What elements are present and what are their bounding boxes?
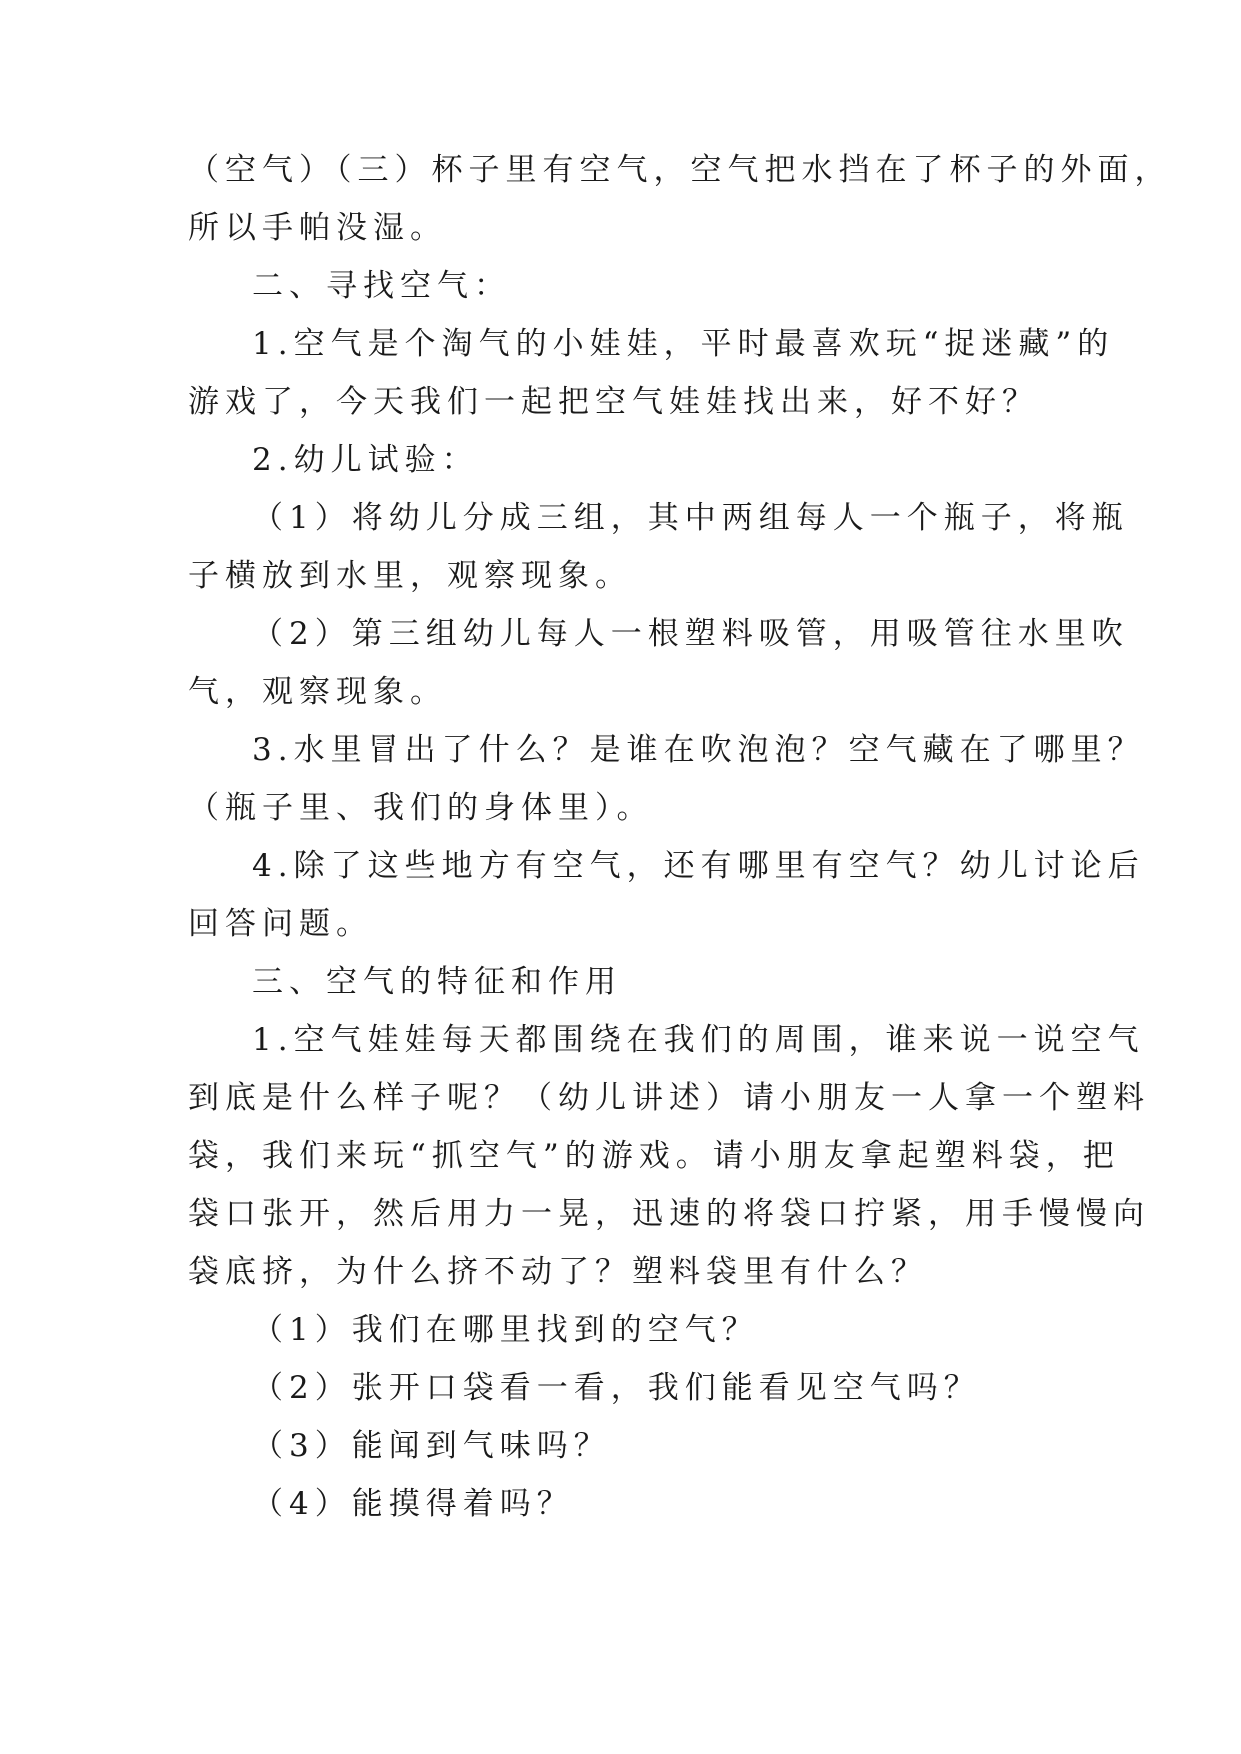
text-line: 袋口张开，然后用力一晃，迅速的将袋口拧紧，用手慢慢向 (188, 1196, 1150, 1232)
text-line: （1）将幼儿分成三组，其中两组每人一个瓶子，将瓶 (252, 500, 1129, 536)
section-heading: 三、空气的特征和作用 (252, 964, 622, 1000)
text-line: （2）张开口袋看一看，我们能看见空气吗？ (252, 1370, 981, 1406)
text-line: 1.空气娃娃每天都围绕在我们的周围，谁来说一说空气 (252, 1022, 1145, 1058)
text-line: （3）能闻到气味吗？ (252, 1428, 611, 1464)
text-line: 4.除了这些地方有空气，还有哪里有空气？幼儿讨论后 (252, 848, 1145, 884)
text-line: 回答问题。 (188, 906, 373, 942)
text-line: 2.幼儿试验： (252, 442, 479, 478)
text-line: 所以手帕没湿。 (188, 210, 447, 246)
text-line: （1）我们在哪里找到的空气？ (252, 1312, 759, 1348)
section-heading: 二、寻找空气： (252, 268, 511, 304)
text-line: 游戏了，今天我们一起把空气娃娃找出来，好不好？ (188, 384, 1039, 420)
text-line: （2）第三组幼儿每人一根塑料吸管，用吸管往水里吹 (252, 616, 1129, 652)
text-line: 1.空气是个淘气的小娃娃，平时最喜欢玩“捉迷藏”的 (252, 326, 1115, 362)
text-line: 3.水里冒出了什么？是谁在吹泡泡？空气藏在了哪里？ (252, 732, 1145, 768)
text-line: 气，观察现象。 (188, 674, 447, 710)
text-line: 到底是什么样子呢？（幼儿讲述）请小朋友一人拿一个塑料 (188, 1080, 1150, 1116)
text-line: （瓶子里、我们的身体里）。 (188, 790, 654, 826)
text-line: （空气）（三）杯子里有空气，空气把水挡在了杯子的外面， (188, 152, 1172, 188)
text-line: 子横放到水里，观察现象。 (188, 558, 632, 594)
text-line: 袋，我们来玩“抓空气”的游戏。请小朋友拿起塑料袋，把 (188, 1138, 1120, 1174)
text-line: （4）能摸得着吗？ (252, 1486, 574, 1522)
text-line: 袋底挤，为什么挤不动了？塑料袋里有什么？ (188, 1254, 928, 1290)
